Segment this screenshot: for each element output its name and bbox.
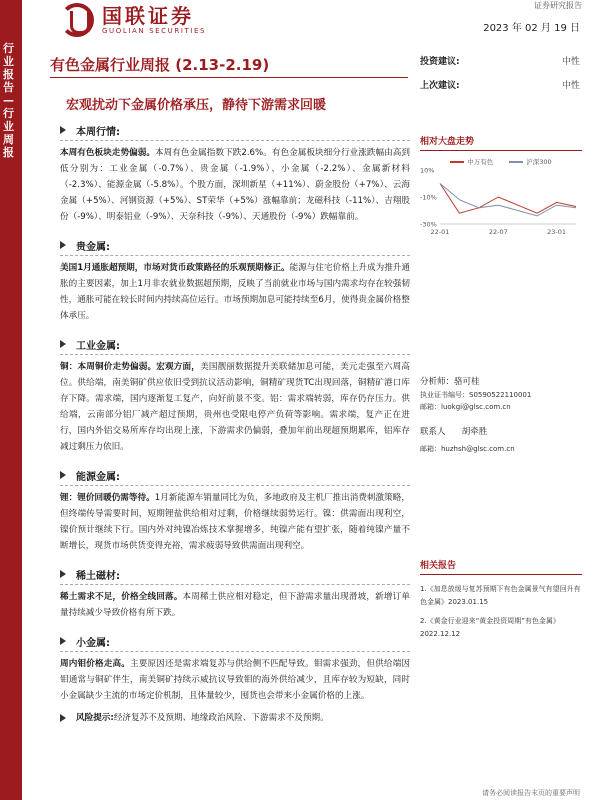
legend-swatch [509,161,523,163]
rating-value-current: 中性 [561,57,580,67]
section-title: 小金属: [76,637,110,649]
section-paragraph [60,359,410,455]
section-lead: 铜：本周铜价走势偏弱。宏观方面， [60,362,201,372]
section-lead: 锂：锂价回暖仍需等待。 [60,493,155,503]
section-paragraph [60,260,410,324]
chart-title-divider [420,150,582,151]
rating-value-previous: 中性 [561,81,580,91]
bullet-arrow-icon [60,570,66,578]
related-divider [420,574,582,575]
report-type-label: 证券研究报告 [534,1,582,10]
section-paragraph [60,490,410,554]
section-risk [60,710,410,726]
section-title: 贵金属: [76,241,110,253]
section-industrial-metals [60,336,410,455]
bullet-arrow-icon [60,241,66,249]
section-lead: 稀土需求不足，价格全线回落。 [60,592,183,602]
company-logo [60,2,206,38]
x-tick-label: 22-01 [430,228,450,236]
legend-swatch [450,161,464,163]
section-divider [60,354,410,355]
section-paragraph [60,656,410,704]
bullet-arrow-icon [60,126,66,134]
section-body: 美国靓丽数据提升美联储加息可能，美元走强至六周高位。供给端，南美铜矿供应依旧受到抗议活动影响，铜精矿现货TC出现回落，铜精矿港口库存下降。需求端，国内逐渐复工复产，向好前景不变。铝：需求端转弱，库存仍存压力。供给端，云南部分铝厂减产超过预期，贵州也受限电停产负荷等影响。需求端，复产正在进行，国内外铝交易所库存均出现上涨，下游需求仍偏弱，叠加年前出现超预期累库，铝库存减过剩压力依旧。 [60,362,410,452]
logo-icon [60,3,94,37]
logo-name-en: GUOLIAN SECURITIES [102,27,207,35]
series-line-沪深300 [440,184,576,216]
contact-name: 胡牵胜 [461,427,488,437]
logo-name-cn: 国联证券 [102,4,194,28]
section-body: 能源与住宅价格上升成为推升通胀的主要因素，加上1月非农就业数据超预期，反映了当前就业市场与国内需求均存在较强韧性，通胀可能在较长时间内持续高位运行。市场预期加息可能持续至6月，使得贵金属价格整体承压。 [60,263,410,321]
related-reports-panel [420,558,582,647]
section-divider [60,651,410,652]
section-lead: 周内钼价格走高。 [60,659,131,669]
risk-title: 风险提示: [76,713,114,723]
legend-label: 中万有色 [467,158,494,166]
main-content [60,122,410,726]
legend-label: 沪深300 [526,158,552,166]
report-subtitle: 宏观扰动下金属价格承压，静待下游需求回暖 [66,98,327,113]
section-rare-earth [60,566,410,621]
report-date: 2023 年 02 月 19 日 [483,23,580,34]
contact-line [420,425,582,439]
section-lead: 美国1月通胀超预期，市场对货币政策路径的乐观预期修正。 [60,263,290,273]
analyst-panel [420,375,582,455]
analyst-cert: 执业证书编号：S0590522110001 [420,391,532,399]
analyst-email: 邮箱：luokgi@glsc.com.cn [420,403,511,411]
section-energy-metals [60,467,410,554]
related-report-item: 2.《黄金行业迎来“黄金投资周期”有色金属》2022.12.12 [420,617,560,638]
chart-panel [420,134,582,242]
related-report-item: 1.《加息放缓与复苏预期下有色金属景气有望回升有色金属》2023.01.15 [420,585,581,606]
section-divider [60,485,410,486]
section-divider [60,140,410,141]
related-title: 相关报告 [420,561,457,571]
chart-legend [420,157,582,166]
x-tick-label: 23-01 [547,228,567,236]
y-tick-label: -10% [420,193,437,202]
legend-item [450,157,493,166]
legend-item [509,157,551,166]
y-tick-label: -30% [420,220,437,229]
section-title: 工业金属: [76,340,120,352]
section-lead: 本周有色板块走势偏弱。 [60,148,155,158]
section-body: 本周有色金属指数下跌2.6%。有色金属板块细分行业涨跌幅由高到低分别为：工业金属（-0.7%）、贵金属（-1.9%）、小金属（-2.2%）、金属新材料（-2.3%）、能源金属（-5.8%）。个股方面，深圳新星（+11%）、蔚金股份（+7%）、云海金属（+5%）、河钢资源（+5%）、ST荣华（+5%）涨幅靠前；龙磁科技（-11%）、吉翔股份（-9%）、明泰铝业（-9%）、天奈科技（-9%）、天通股份（-9%）跌幅靠前。 [60,148,410,222]
x-tick-label: 22-07 [488,228,508,236]
bullet-arrow-icon [60,714,66,722]
sidebar-band [0,0,22,800]
analyst-name: 骆可桂 [454,377,480,387]
contact-label: 联系人 [420,427,446,437]
relative-performance-chart [420,166,582,238]
rating-label-previous: 上次建议: [420,81,460,91]
bullet-arrow-icon [60,637,66,645]
section-title: 稀土磁材: [76,570,120,582]
contact-email: 邮箱：huzhsh@glsc.com.cn [420,445,515,453]
section-title: 能源金属: [76,471,120,483]
section-body: 本周稀土供应相对稳定，但下游需求量出现滑坡，新增订单量持续减少导致价格有所下跌。 [60,592,410,618]
series-line-中万有色 [440,184,576,214]
chart-title: 相对大盘走势 [420,137,475,147]
title-divider [50,77,408,78]
rating-label-current: 投资建议: [420,57,460,67]
section-divider [60,584,410,585]
section-paragraph [60,145,410,225]
sidebar-label: 行业报告—行业周报 [3,42,14,159]
report-title: 有色金属行业周报 (2.13-2.19) [50,56,270,74]
section-body: 1月新能源车销量同比为负，多地政府及主机厂推出消费刺激策略，但终端传导需要时间，短期锂盐供给相对过剩，价格继续弱势运行。镍：供需面出现利空，镍价预计继续下行。国内外对纯镍冶炼技术掌握增多，纯镍产能有望扩张，随着纯镍产量不断增长，现货市场供货变得充裕，需求疲弱导致供需面出现利空。 [60,493,410,551]
section-market [60,122,410,225]
section-precious-metals [60,237,410,324]
y-tick-label: 10% [420,166,435,175]
bullet-arrow-icon [60,471,66,479]
bullet-arrow-icon [60,340,66,348]
section-body: 主要原因还是需求端复苏与供给侧不匹配导致。钼需求强劲，但供给端因钼通常与铜矿伴生，南美铜矿持续示威抗议导致钼的海外供给减少，且库存较为短缺，同时小金属缺少主流的市场定价机制，且体量较少，囤货也会带来小金属价格的上涨。 [60,659,410,701]
analyst-line [420,375,582,389]
risk-body: 经济复苏不及预期、地缘政治风险、下游需求不及预期。 [113,713,329,723]
section-title: 本周行情: [76,126,120,138]
analyst-label: 分析师： [420,377,455,387]
section-divider [60,255,410,256]
section-minor-metals [60,633,410,704]
footer-disclaimer: 请务必阅读报告末页的重要声明 [482,789,580,797]
section-paragraph [60,589,410,621]
